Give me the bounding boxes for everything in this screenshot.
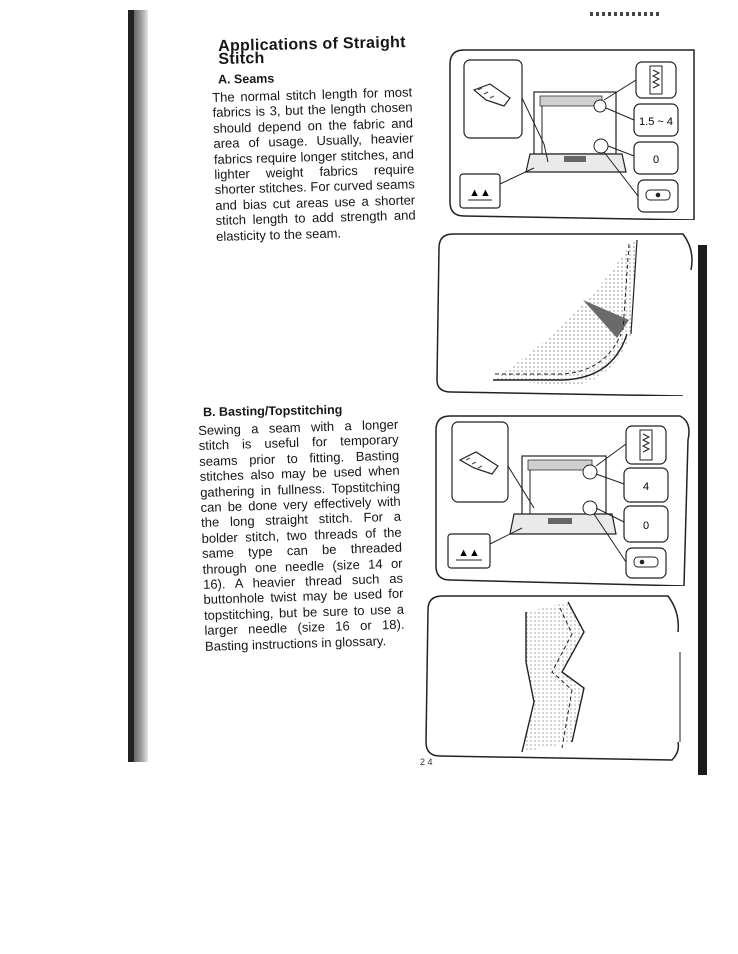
feed-control-switch [626, 548, 666, 578]
fabric-shaded [493, 240, 637, 386]
binding-edge-dark [128, 10, 134, 762]
stitch-length-dial [634, 104, 678, 136]
figure-basting-settings [430, 410, 692, 586]
sewing-machine-drawing [526, 92, 626, 172]
feed-dog-inset [448, 534, 490, 568]
page-number: 2 4 [420, 757, 433, 767]
thread-tension-dial [634, 142, 678, 174]
tension-value: 0 [642, 520, 650, 532]
feed-dog-symbol: ▲▲ [458, 547, 480, 559]
stitch-length-value: 4 [642, 481, 650, 493]
thread-tension-dial [624, 506, 668, 542]
section-a-body: The normal stitch length for most fabrics is 3, but the length chosen should depend on the fabric and area of usage. Usually, heavier fabrics require longer stitches, and lighter weight fabrics require shorter stitches. For curved seams and bias cut areas use a shorter stitch length to add strength and elasticity to the seam. [212, 84, 416, 244]
tension-value: 0 [652, 154, 660, 166]
figure-basting-fabric [422, 592, 684, 764]
figure-curved-seam [433, 230, 695, 396]
stitch-selector-dial [626, 426, 666, 464]
scan-noise [590, 12, 660, 16]
section-b-subtitle: B. Basting/Topstitching [202, 402, 343, 420]
stitch-length-dial [624, 468, 668, 502]
feed-control-switch [638, 180, 678, 212]
stitch-length-value: 1.5 ~ 4 [639, 116, 673, 128]
feed-dog-inset [460, 174, 500, 208]
feed-dog-symbol: ▲▲ [469, 187, 491, 199]
presser-foot-inset [452, 422, 508, 502]
figure-seam-settings [444, 44, 696, 220]
section-a-subtitle: A. Seams [217, 71, 275, 87]
stitch-selector-dial [636, 62, 676, 98]
right-edge-bar [698, 245, 707, 775]
presser-foot-inset [464, 60, 522, 138]
page-title: Applications of Straight Stitch [217, 34, 406, 68]
section-b-body: Sewing a seam with a longer stitch is useful for temporary seams prior to fitting. Basting stitches also may be used when gathering in fullness. Topstitching can be done very effectively with the long straight stitch. For a bolder stitch, two threads of the same type can be threaded through one needle (size 14 or 16). A heavier thread such as buttonhole twist may be used for topstitching, but be sure to use a larger needle (size 16 or 18). Basting instructions in glossary. [198, 416, 405, 654]
